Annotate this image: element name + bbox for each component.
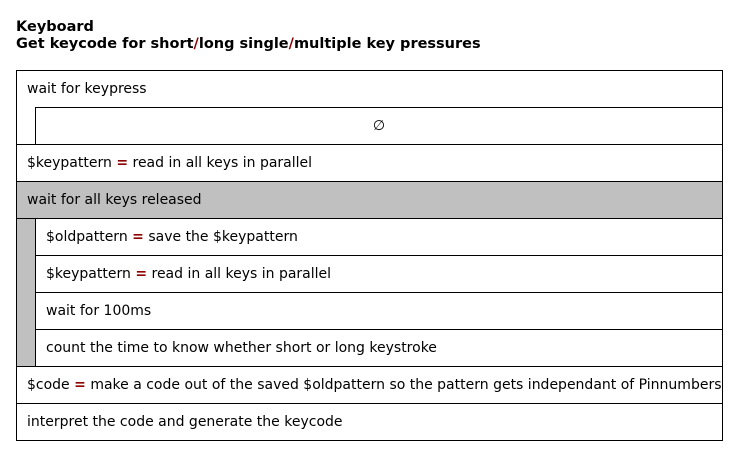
loop-wait-release-body (17, 218, 722, 366)
step-save-oldpattern: $oldpattern = save the $keypattern (36, 219, 722, 255)
step-count-time: count the time to know whether short or long keystroke (36, 329, 722, 366)
loop-wait-release-header: wait for all keys released (17, 181, 722, 218)
step-interpret-code: interpret the code and generate the keycode (17, 403, 722, 440)
structogram (16, 70, 723, 441)
step-read-keys: $keypattern = read in all keys in parallel (17, 144, 722, 181)
title-line-1: Keyboard (16, 19, 94, 35)
loop-bar (17, 219, 35, 366)
empty-statement: ∅ (36, 108, 722, 144)
title-line-2: Get keycode for short/long single/multiple key pressures (16, 36, 481, 52)
step-make-code: $code = make a code out of the saved $oldpattern so the pattern gets independant of Pinnumbers (17, 366, 722, 403)
loop-wait-keypress-body (17, 107, 722, 144)
step-read-keys-again: $keypattern = read in all keys in parallel (36, 255, 722, 292)
diagram-title (16, 19, 481, 53)
loop-wait-keypress-header: wait for keypress (27, 81, 147, 97)
loop-bar (17, 107, 35, 144)
step-wait-100ms: wait for 100ms (36, 292, 722, 329)
